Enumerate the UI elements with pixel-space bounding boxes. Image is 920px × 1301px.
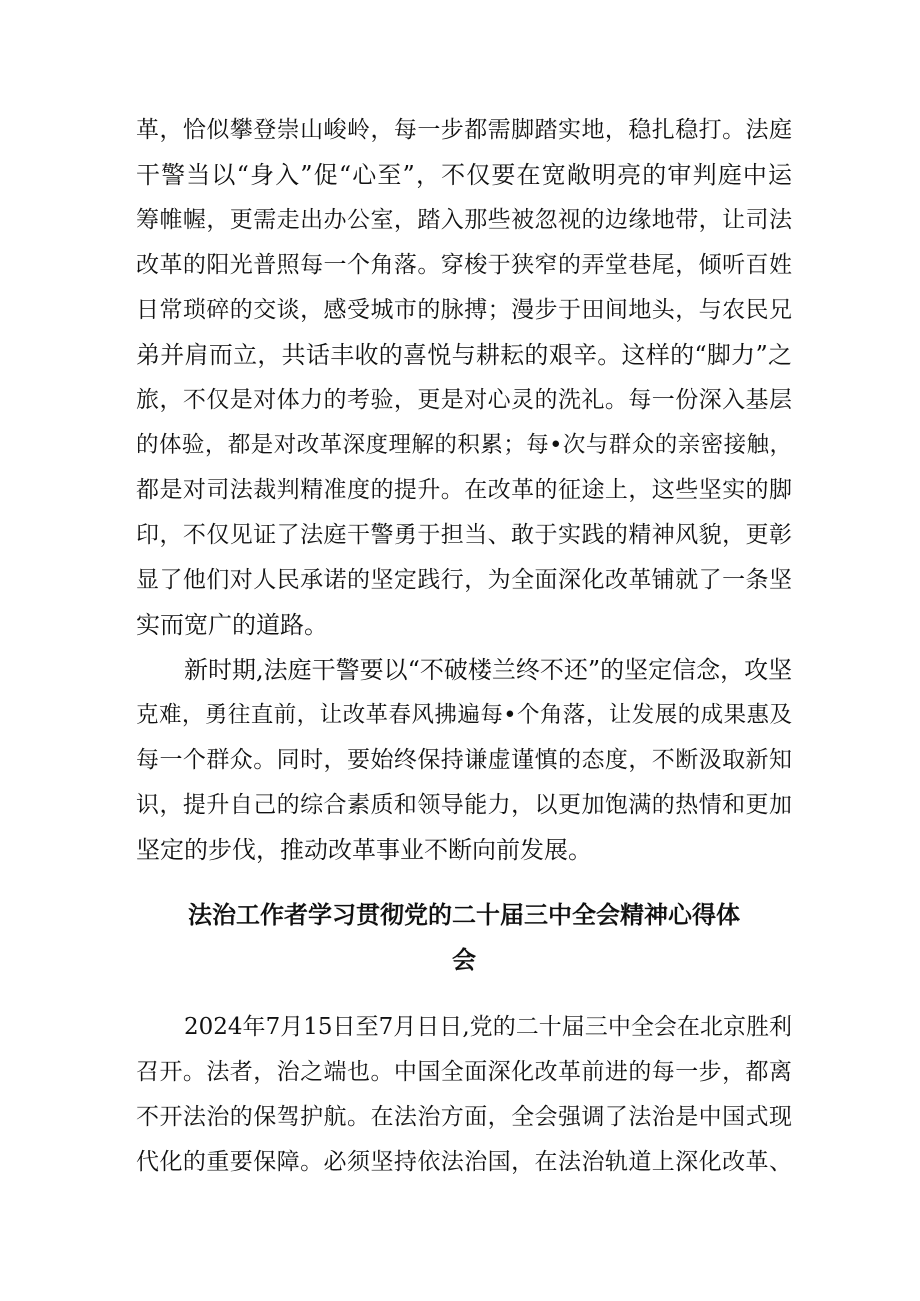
paragraph-line: 改革的阳光普照每一个角落。穿梭于狭窄的弄堂巷尾，倾听百姓 (136, 252, 792, 278)
paragraph-line: 召开。法者，治之端也。中国全面深化改革前进的每一步，都离 (136, 1059, 792, 1085)
article-title-line-1: 法治工作者学习贯彻党的二十届三中全会精神心得体 (188, 901, 740, 929)
paragraph-line: 的体验，都是对改革深度理解的积累；每•次与群众的亲密接触， (136, 432, 792, 458)
paragraph-line: 印，不仅见证了法庭干警勇于担当、敢于实践的精神风貌，更彰 (136, 522, 792, 548)
paragraph-line: 坚定的步伐，推动改革事业不断向前发展。 (136, 836, 592, 864)
paragraph-line: 代化的重要保障。必须坚持依法治国，在法治轨道上深化改革、 (136, 1149, 792, 1175)
paragraph-line: 日常琐碎的交谈，感受城市的脉搏；漫步于田间地头，与农民兄 (136, 297, 792, 323)
paragraph-line: 实而宽广的道路。 (136, 611, 328, 639)
paragraph-line: 弟并肩而立，共话丰收的喜悦与耕耘的艰辛。这样的“脚力”之 (136, 341, 792, 369)
paragraph-line: 每一个群众。同时，要始终保持谦虚谨慎的态度，不断汲取新知 (136, 747, 792, 773)
paragraph-line: 都是对司法裁判精准度的提升。在改革的征途上，这些坚实的脚 (136, 477, 792, 503)
article-title-line-2: 会 (452, 946, 476, 974)
paragraph-first-line: 2024年7月15日至7月日日,党的二十届三中全会在北京胜利 (184, 1014, 792, 1040)
paragraph-line: 干警当以“身入”促“心至”，不仅要在宽敞明亮的审判庭中运 (136, 161, 792, 189)
paragraph-first-line: 新时期,法庭干警要以“不破楼兰终不还”的坚定信念，攻坚 (184, 656, 792, 684)
paragraph-line: 显了他们对人民承诺的坚定践行，为全面深化改革铺就了一条坚 (136, 567, 792, 593)
paragraph-line: 旅，不仅是对体力的考验，更是对心灵的洗礼。每一份深入基层 (136, 387, 792, 413)
paragraph-line: 革，恰似攀登崇山峻岭，每一步都需脚踏实地，稳扎稳打。法庭 (136, 117, 792, 143)
paragraph-line: 识，提升自己的综合素质和领导能力，以更加饱满的热情和更加 (136, 792, 792, 818)
paragraph-line: 筹帷幄，更需走出办公室，踏入那些被忽视的边缘地带，让司法 (136, 207, 792, 233)
paragraph-line: 不开法治的保驾护航。在法治方面，全会强调了法治是中国式现 (136, 1104, 792, 1130)
paragraph-line: 克难，勇往直前，让改革春风拂遍每•个角落，让发展的成果惠及 (136, 702, 792, 728)
